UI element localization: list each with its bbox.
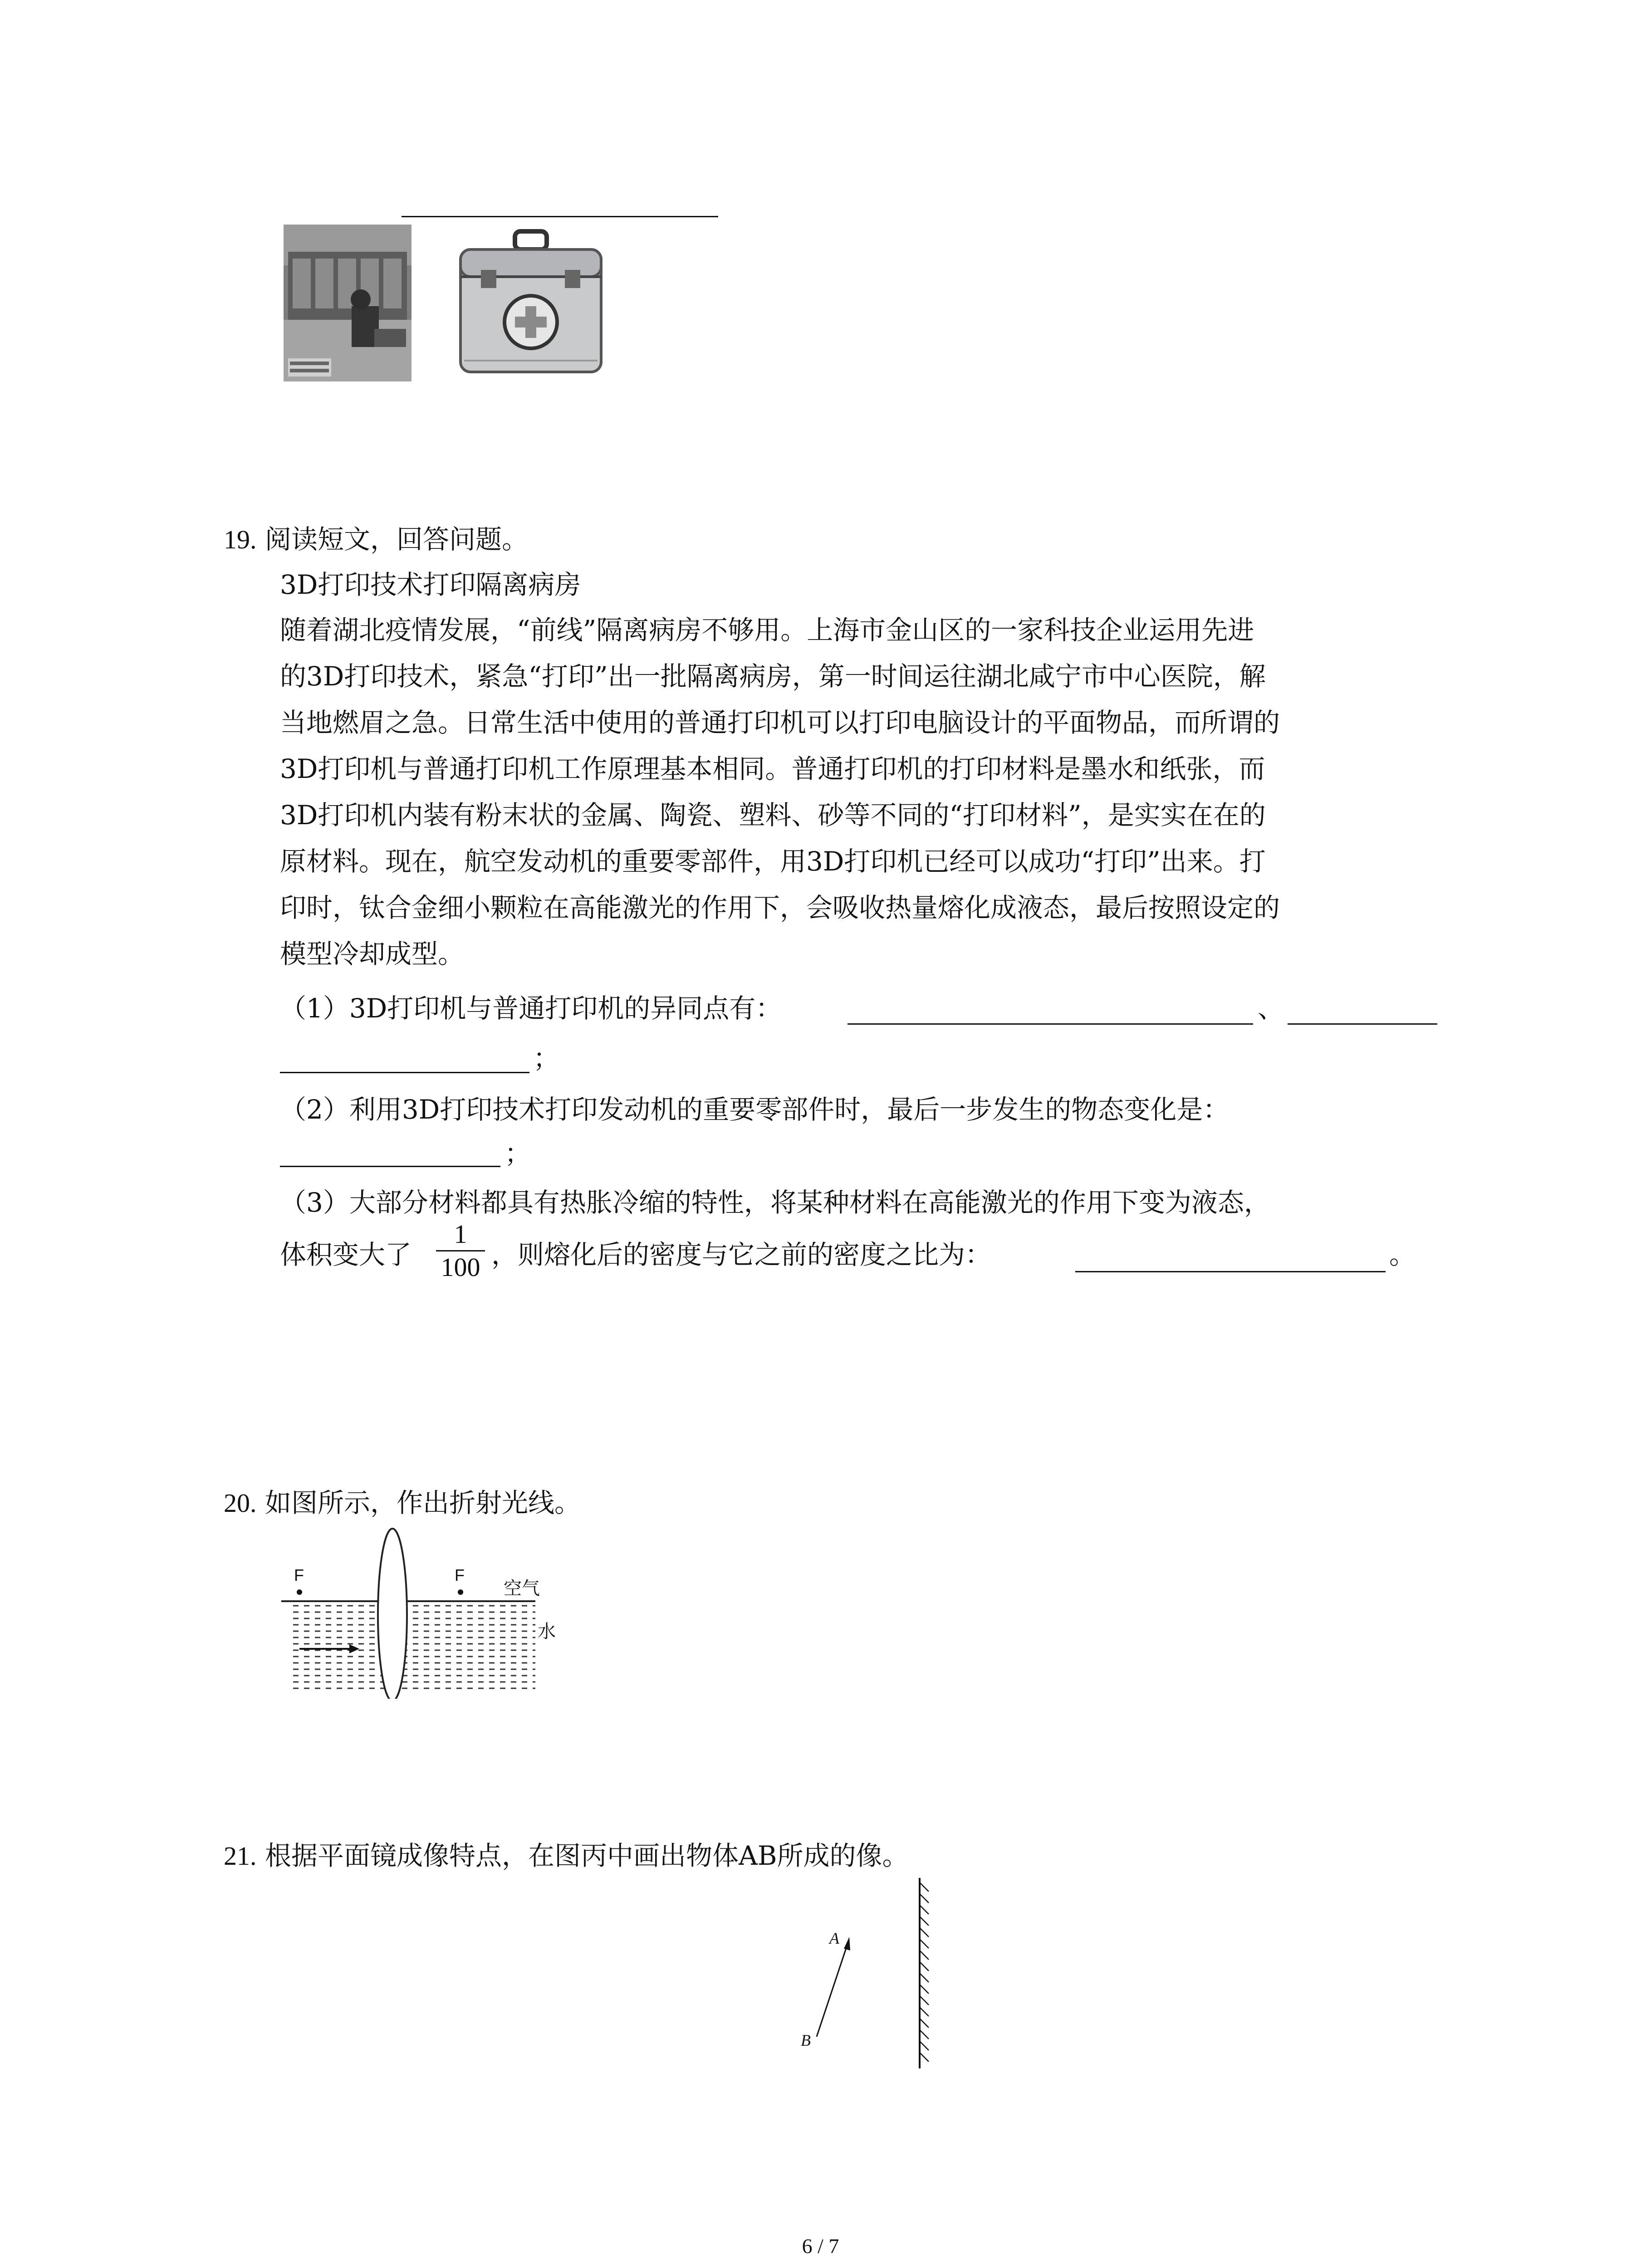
q19-sub3-pre: 体积变大了 bbox=[280, 1239, 412, 1270]
first-aid-case-image bbox=[447, 225, 615, 379]
passage-line: 3D打印机与普通打印机工作原理基本相同。普通打印机的打印材料是墨水和纸张，而 bbox=[280, 753, 1265, 784]
q19-sub1-separator: 、 bbox=[1258, 993, 1284, 1024]
passage-line: 模型冷却成型。 bbox=[280, 938, 465, 969]
passage-line: 印时，钛合金细小颗粒在高能激光的作用下，会吸收热量熔化成液态，最后按照设定的 bbox=[280, 892, 1280, 923]
q20-header bbox=[224, 1480, 581, 1526]
point-b-label: B bbox=[801, 2031, 811, 2049]
q19-number: 19. bbox=[224, 525, 257, 554]
page-number: 6 / 7 bbox=[802, 2234, 839, 2258]
passage-line: 当地燃眉之急。日常生活中使用的普通打印机可以打印电脑设计的平面物品，而所谓的 bbox=[280, 707, 1280, 738]
q19-title: 3D打印技术打印隔离病房 bbox=[280, 569, 581, 600]
q19-sub1-end: ； bbox=[533, 1043, 560, 1074]
q19-passage bbox=[280, 607, 1441, 977]
focus-left-label: F bbox=[294, 1566, 304, 1584]
focus-right-label: F bbox=[455, 1566, 465, 1584]
volume-fraction bbox=[433, 1219, 488, 1282]
q19-sub1-blank-b[interactable] bbox=[1288, 1023, 1437, 1025]
fraction-denominator: 100 bbox=[441, 1252, 480, 1282]
q19-sub2-end: ； bbox=[505, 1138, 531, 1169]
q19-prompt: 阅读短文，回答问题。 bbox=[265, 524, 528, 555]
lens-refraction-figure bbox=[281, 1526, 572, 1699]
q19-sub1-blank-c[interactable] bbox=[280, 1072, 529, 1073]
point-a-label: A bbox=[829, 1929, 839, 1947]
q19-header bbox=[224, 516, 528, 563]
air-label: 空气 bbox=[504, 1579, 540, 1598]
plane-mirror-figure bbox=[798, 1869, 944, 2073]
q19-sub3-post: ，则熔化后的密度与它之前的密度之比为： bbox=[491, 1239, 992, 1270]
q21-prompt: 根据平面镜成像特点，在图丙中画出物体AB所成的像。 bbox=[265, 1840, 909, 1871]
q19-sub3-line1: （3）大部分材料都具有热胀冷缩的特性，将某种材料在高能激光的作用下变为液态， bbox=[280, 1187, 1270, 1218]
q19-sub3-end: 。 bbox=[1389, 1239, 1416, 1270]
q19-sub1-text: （1）3D打印机与普通打印机的异同点有： bbox=[280, 993, 782, 1024]
q19-sub3-blank[interactable] bbox=[1075, 1271, 1386, 1272]
passage-line: 的3D打印技术，紧急“打印”出一批隔离病房，第一时间运往湖北咸宁市中心医院，解 bbox=[280, 661, 1266, 692]
q20-number: 20. bbox=[224, 1488, 257, 1518]
q19-sub1-blank-a[interactable] bbox=[847, 1023, 1253, 1025]
q20-prompt: 如图所示，作出折射光线。 bbox=[265, 1487, 581, 1518]
q18-answer-blank[interactable] bbox=[402, 216, 718, 217]
passage-line: 原材料。现在，航空发动机的重要零部件，用3D打印机已经可以成功“打印”出来。打 bbox=[280, 846, 1266, 877]
q19-sub2-text: （2）利用3D打印技术打印发动机的重要零部件时，最后一步发生的物态变化是： bbox=[280, 1094, 1230, 1125]
q19-sub2-blank[interactable] bbox=[280, 1166, 500, 1167]
water-label: 水 bbox=[538, 1622, 556, 1642]
passage-line: 3D打印机内装有粉末状的金属、陶瓷、塑料、砂等不同的“打印材料”，是实实在在的 bbox=[280, 800, 1266, 831]
fraction-numerator: 1 bbox=[454, 1219, 467, 1249]
q21-number: 21. bbox=[224, 1841, 257, 1871]
passage-line: 随着湖北疫情发展，“前线”隔离病房不够用。上海市金山区的一家科技企业运用先进 bbox=[280, 615, 1254, 645]
fraction-bar bbox=[436, 1250, 485, 1251]
quarantine-photo bbox=[284, 225, 411, 381]
